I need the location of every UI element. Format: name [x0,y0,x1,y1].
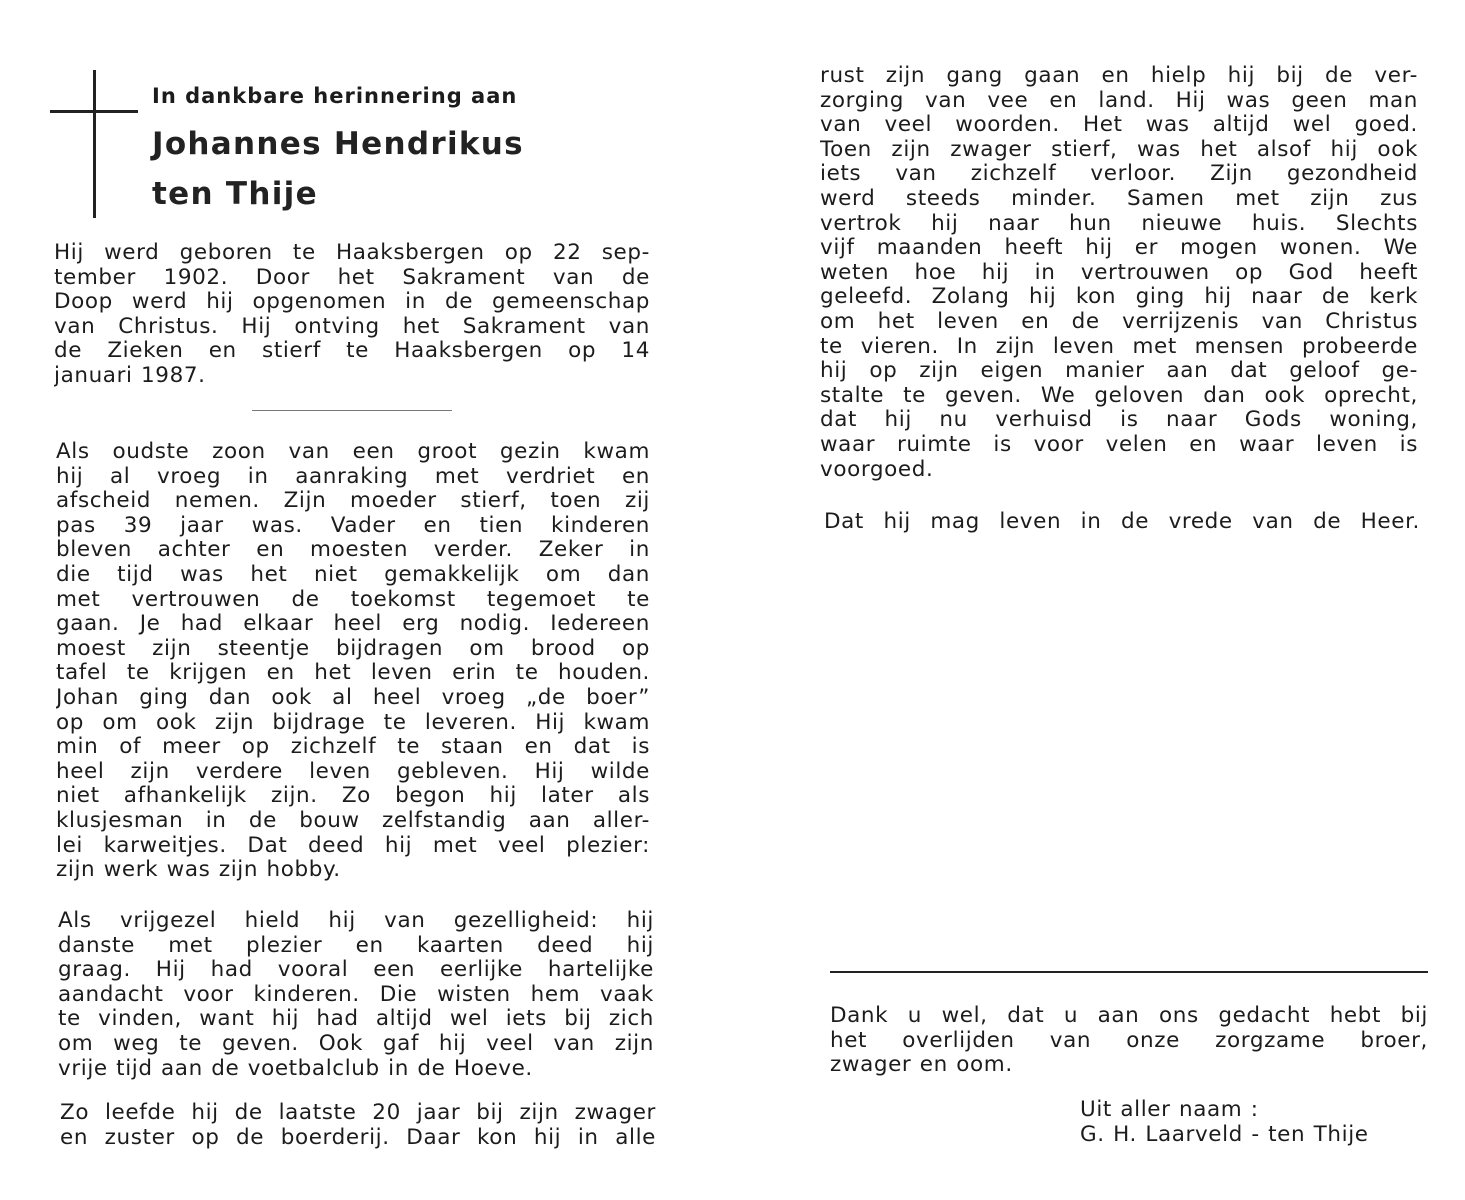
text-line: voorgoed. [820,457,934,482]
birth-death-paragraph [54,241,650,389]
text-line: Johan ging dan ook al heel vroeg „de boer” [56,685,650,710]
text-line: van veel woorden. Het was altijd wel goed. [820,113,1418,138]
text-line: tember 1902. Door het Sakrament van de [54,265,650,290]
text-line: afscheid nemen. Zijn moeder stierf, toen zij [56,489,650,514]
text-line: de Zieken en stierf te Haaksbergen op 14 [54,339,650,364]
text-line: vijf maanden heeft hij er mogen wonen. We [820,236,1418,261]
childhood-paragraph [56,440,650,883]
signature [1080,1098,1440,1147]
text-line: Dat hij mag leven in de vrede van de Heer. [824,510,1420,534]
text-line: om weg te geven. Ook gaf hij veel van zijn [58,1031,654,1056]
text-line: Hij werd geboren te Haaksbergen op 22 sep- [54,241,650,265]
text-line: graag. Hij had vooral een eerlijke hartelijke [58,958,654,983]
intro-heading: In dankbare herinnering aan [152,84,518,108]
signature-name: G. H. Laarveld - ten Thije [1080,1122,1369,1147]
cross-icon-arm [50,110,138,113]
text-line: lei karweitjes. Dat deed hij met veel plezier: [56,833,650,858]
text-line: hij op zijn eigen manier aan dat geloof ge- [820,359,1418,384]
text-line: op om ook zijn bijdrage te leveren. Hij kwam [56,710,650,735]
deceased-name-line-1: Johannes Hendrikus [152,126,524,162]
text-line: januari 1987. [54,363,206,388]
text-line: vrije tijd aan de voetbalclub in de Hoeve. [58,1056,533,1081]
text-line: aandacht voor kinderen. Die wisten hem vaak [58,982,654,1007]
text-line: Als vrijgezel hield hij van gezelligheid: hij [58,909,654,933]
text-line: te vieren. In zijn leven met mensen probeerde [820,334,1418,359]
cross-icon [93,70,96,218]
text-line: dat hij nu verhuisd is naar Gods woning, [820,408,1418,433]
text-line: pas 39 jaar was. Vader en tien kinderen [56,513,650,538]
text-line: stalte te geven. We geloven dan ook oprecht, [820,383,1418,408]
text-line: vertrok hij naar hun nieuwe huis. Slechts [820,211,1418,236]
divider [830,971,1428,973]
text-line: heel zijn verdere leven gebleven. Hij wilde [56,759,650,784]
deceased-name-line-2: ten Thije [152,176,318,212]
text-line: te vinden, want hij had altijd wel iets bij zich [58,1007,654,1032]
text-line: min of meer op zichzelf te staan en dat is [56,735,650,760]
text-line: danste met plezier en kaarten deed hij [58,933,654,958]
text-line: het overlijden van onze zorgzame broer, [830,1028,1428,1053]
text-line: klusjesman in de bouw zelfstandig aan aller- [56,808,650,833]
thanks-paragraph [830,1004,1428,1078]
text-line: zwager en oom. [830,1053,1013,1078]
text-line: Zo leefde hij de laatste 20 jaar bij zijn zwager [60,1101,656,1125]
signature-intro: Uit aller naam : [1080,1098,1259,1122]
text-line: zorging van vee en land. Hij was geen man [820,88,1418,113]
text-line: rust zijn gang gaan en hielp hij bij de ver- [820,64,1418,88]
later-life-paragraph [820,64,1418,482]
text-line: werd steeds minder. Samen met zijn zus [820,186,1418,211]
text-line: Doop werd hij opgenomen in de gemeenschap [54,290,650,315]
text-line: Dank u wel, dat u aan ons gedacht hebt bij [830,1004,1428,1028]
text-line: Toen zijn zwager stierf, was het alsof hij ook [820,137,1418,162]
text-line: die tijd was het niet gemakkelijk om dan [56,562,650,587]
text-line: iets van zichzelf verloor. Zijn gezondheid [820,162,1418,187]
text-line: Als oudste zoon van een groot gezin kwam [56,440,650,464]
text-line: en zuster op de boerderij. Daar kon hij in alle [60,1125,656,1150]
text-line: tafel te krijgen en het leven erin te houden. [56,661,650,686]
text-line: waar ruimte is voor velen en waar leven is [820,432,1418,457]
text-line: hij al vroeg in aanraking met verdriet en [56,464,650,489]
text-line: moest zijn steentje bijdragen om brood op [56,636,650,661]
divider [252,410,452,411]
text-line: gaan. Je had elkaar heel erg nodig. Iedereen [56,612,650,637]
text-line: om het leven en de verrijzenis van Christus [820,309,1418,334]
hobbies-paragraph [58,909,654,1081]
text-line: met vertrouwen de toekomst tegemoet te [56,587,650,612]
text-line: van Christus. Hij ontving het Sakrament van [54,314,650,339]
text-line: weten hoe hij in vertrouwen op God heeft [820,260,1418,285]
farm-paragraph [60,1101,656,1150]
text-line: geleefd. Zolang hij kon ging hij naar de kerk [820,285,1418,310]
text-line: zijn werk was zijn hobby. [56,858,341,883]
text-line: niet afhankelijk zijn. Zo begon hij later als [56,784,650,809]
text-line: bleven achter en moesten verder. Zeker in [56,538,650,563]
closing-blessing [824,510,1420,535]
